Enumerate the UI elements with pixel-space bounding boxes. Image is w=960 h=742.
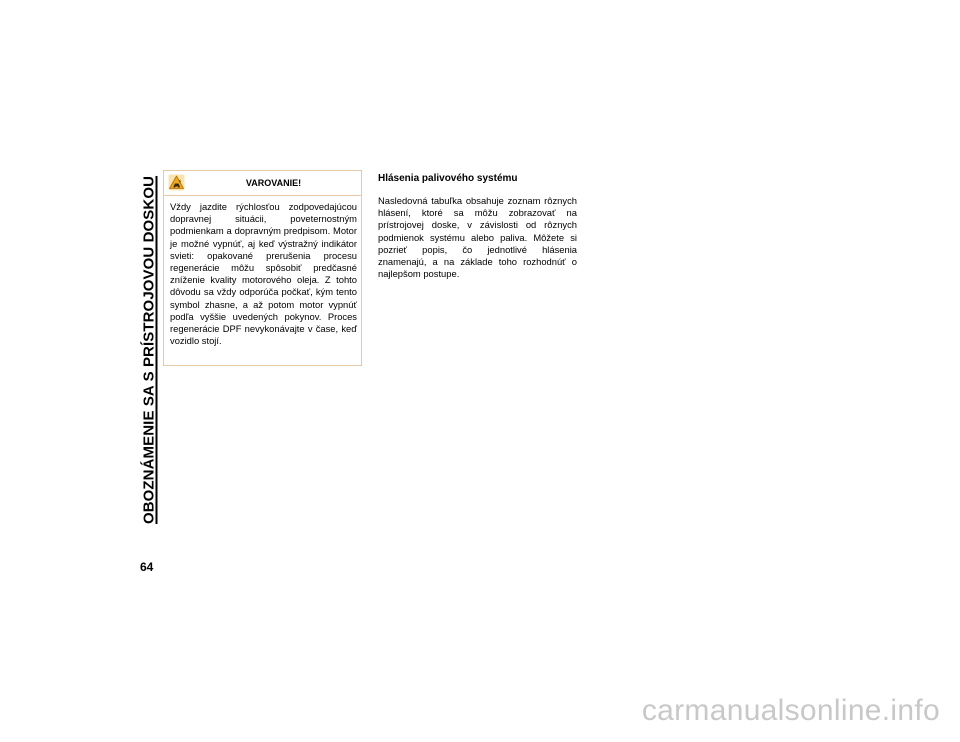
section-paragraph: Nasledovná tabuľka obsahuje zoznam rôznych hlásení, ktoré sa môžu zobrazovať na prístrojovej doske, v závislosti od rôznych podmienok systému alebo paliva. Môžete si pozrieť popis, čo jednotlivé hlásenia znamenajú, a na základe toho rozhodnúť o najlepšom postupe. [378, 195, 577, 280]
section-heading: Hlásenia palivového systému [378, 173, 518, 184]
warning-title: VAROVANIE! [245, 178, 302, 188]
warning-text: Vždy jazdite rýchlosťou zodpovedajúcou dopravnej situácii, poveternostným podmienkam a dopravným predpisom. Motor je možné vypnúť, aj keď výstražný indikátor svieti: opakované prerušenia procesu regenerácie môžu spôsobiť predčasné zníženie kvality motorového oleja. Z tohto dôvodu sa vždy odporúča počkať, kým tento symbol zhasne, a až potom motor vypnúť podľa vyššie uvedených pokynov. Proces regenerácie DPF nevykonávajte v čase, keď vozidlo stojí. [170, 201, 357, 347]
chapter-title: OBOZNÁMENIE SA S PRÍSTROJOVOU DOSKOU [140, 175, 158, 525]
warning-box [163, 170, 362, 366]
chapter-side-tab [138, 172, 160, 528]
fuel-messages-section [378, 173, 577, 280]
page-number: 64 [140, 560, 154, 574]
warning-header [164, 171, 361, 196]
site-watermark: carmanualsonline.info [641, 694, 940, 727]
